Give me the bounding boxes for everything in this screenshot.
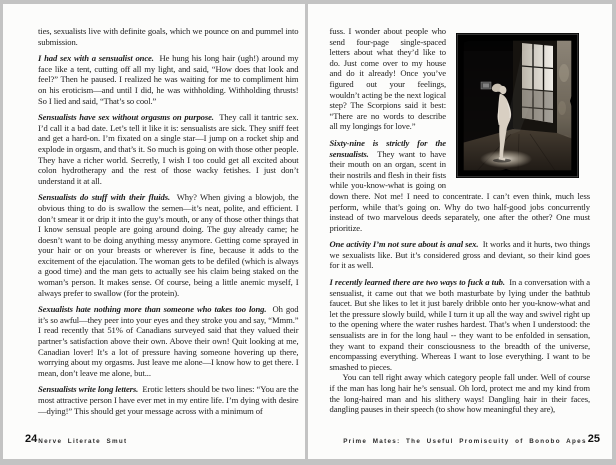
- paragraph-lead: Sexualists hate nothing more than someone who takes too long.: [38, 304, 267, 315]
- paragraph-lead: I recently learned there are two ways to fuck a tub.: [329, 277, 505, 288]
- running-title: Nerve Literate Smut: [38, 438, 128, 445]
- paragraph: ties, sexualists live with definite goals, which we pounce on and pummel into submission.: [38, 26, 299, 47]
- nude-figure-photo: [456, 33, 579, 178]
- paragraph-body: Oh god it’s so awful—they peer into your eyes and they stroke you and say, “Mmm.” I read recently that 51% of Canadians surveyed said that they valued their partner’s satisfaction above their own. Above their own! Quit looking at me, Canadian lover! It’s a lot of pressure having someone hovering up there, worrying about my orgasms. Just leave me alone—I know how to get there. I mean, don’t leave me alone, but...: [38, 304, 299, 378]
- paragraph-lead: Sensualists write long letters.: [38, 384, 139, 395]
- paragraph-lead: One activity I’m not sure about is anal sex.: [329, 239, 479, 250]
- paragraph-body: Erotic letters should be two lines: “You are the most attractive person I have ever met in my entire life. I’m dying with desire—dying!” This should get your message across with a minimum of: [38, 384, 299, 416]
- running-title: Prime Mates: The Useful Promiscuity of Bonobo Apes: [343, 438, 587, 445]
- paragraph-body: Why? When giving a blowjob, the obvious thing to do is swallow the semen—it’s neat, polite, and efficient. I don’t smear it or drip it into the guy’s mouth, or any of those other things that I know sensual people are going around doing. The guy already came; he doesn’t want to be doing anything messy anymore. Getting come sprayed in your hair or on your breasts or wherever is fine, because it adds to the excitement of the ejaculation. The woman gets to be defiled (which is always a good time) and the man gets to actually see his claim being staked on the woman’s person. It makes sense. Of course, being a little anemic myself, I always prefer to swallow (for the protein).: [38, 192, 299, 298]
- page-number: 24: [25, 433, 38, 445]
- paragraph-body: It works and it hurts, two things we sexualists like. But it’s considered gross and deviant, so their kind goes for it as well.: [329, 239, 590, 271]
- paragraph: [38, 112, 299, 186]
- paragraph-lead: Sensualists have sex without orgasms on purpose.: [38, 112, 214, 123]
- right-page: [308, 4, 613, 459]
- paragraph: [38, 304, 299, 378]
- paragraph: [330, 239, 591, 271]
- paragraph-body: In a conversation with a sensualist, it came out that we both masturbate by lying under the bathtub faucet. But she likes to let it just barely dribble onto her you-know-what and let the pressure slowly build, while I turn it up all the way and swivel right up to the opening where the water rushes hardest. That’s when I understood: the sensualists are in for the long haul -- they want to be enfolded in sensation, they want to expand their consciousness to the breadth of the universe, encompassing everything. Whereas I want to lose everything. I want to be smashed to pieces.: [329, 277, 590, 372]
- paragraph-body: They call it tantric sex. I’d call it a bad date. Let’s tell it like it is: sensualists are sick. They sniff feet and get a hard-on. I’m fixated on a single star—I jump on a rocket ship and explode in orgasm, and that’s it. So much is going on with those other people. They have a richer world. Secretly, I wish I too could get all excited about colon hydrotherapy and the rest of those wacky fetishes. I just don’t understand it at all.: [38, 112, 299, 186]
- paragraph-lead: Sixty-nine is strictly for the sensualists.: [329, 137, 446, 159]
- photo-illustration: [456, 33, 579, 178]
- page-number: 25: [587, 433, 600, 445]
- paragraph: [38, 384, 299, 416]
- paragraph-body: They want to have their mouth on an organ, scent in their nostrils and flesh in their fists while you-know-what is going on down there. Not me! I need to concentrate. I can’t even think, much less perform, while that’s going on. Why do two half-good jobs concurrently instead of two marvelous deeds separately, one after the other? One must prioritize.: [329, 148, 590, 233]
- paragraph: [330, 277, 591, 372]
- right-page-footer: [343, 434, 600, 445]
- paragraph: You can tell right away which category people fall under. Well of course if the man has long hair he’s sensual. Oh lord, protect me and my kind from the long-haired man and his slithery ways! Dangling hair in their faces, dangling pauses in their speech (to show how meaningful they are),: [329, 372, 590, 415]
- paragraph-lead: I had sex with a sensualist once.: [38, 53, 154, 64]
- paragraph: [38, 192, 299, 298]
- left-page: [3, 4, 305, 459]
- paragraph: [38, 53, 299, 106]
- left-page-footer: [25, 434, 127, 445]
- paragraph: fuss. I wonder about people who send four-page single-spaced letters about what they’d like to do. Just come over to my house and do it already! Once you’ve figured out your feelings, wouldn’t acting be the next logical step? The Scorpions said it best: “There are no words to describe all my longings for love.”: [329, 26, 446, 132]
- paragraph-body: He hung his long hair (ugh!) around my face like a tent, cutting off all my light, and said, “How does that look and feel?” Then he paused. I realized he was waiting for me to compliment him on his eroticism—and until I did, he was withholding. Withholding thrusts! So I lied and said, “That’s so cool.”: [38, 53, 299, 106]
- paragraph-lead: Sensualists do stuff with their fluids.: [38, 192, 171, 203]
